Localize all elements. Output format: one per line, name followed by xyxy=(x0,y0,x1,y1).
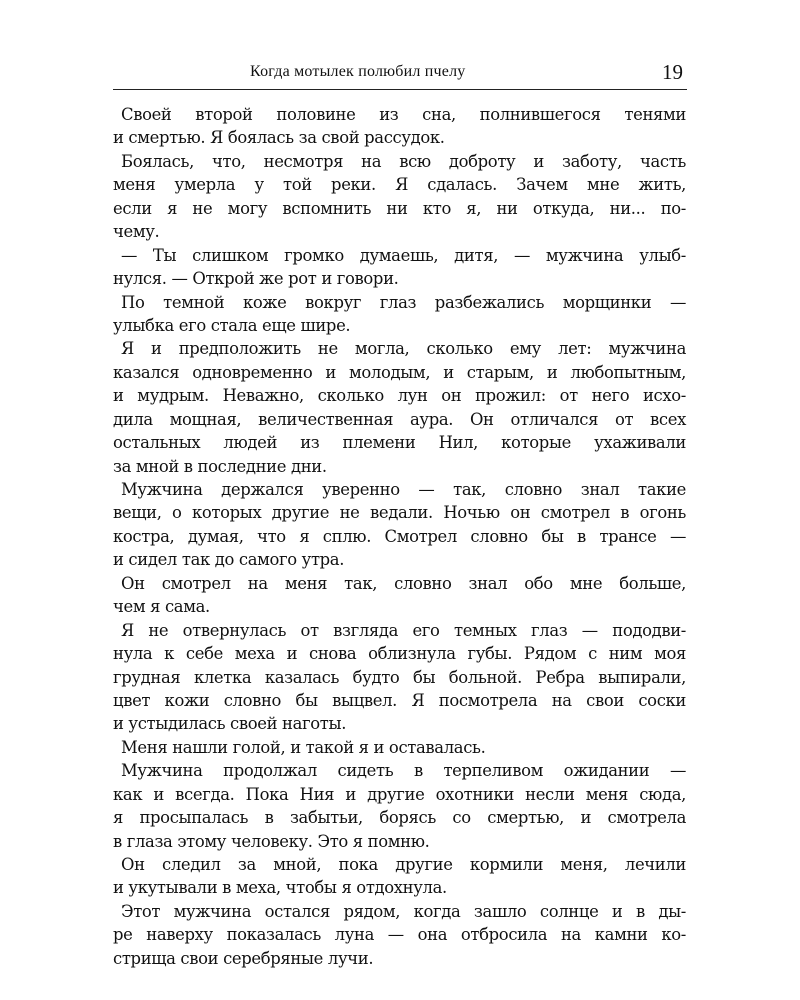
page-number: 19 xyxy=(662,60,683,84)
body-text xyxy=(113,103,686,970)
text-line: Мужчина продолжал сидеть в терпеливом ожидании — xyxy=(121,761,686,781)
text-line: и сидел так до самого утра. xyxy=(113,550,345,570)
text-line: Он смотрел на меня так, словно знал обо мне больше, xyxy=(121,573,686,593)
text-line: — Ты слишком громко думаешь, дитя, — мужчина улыб- xyxy=(121,245,686,265)
text-line: Я и предположить не могла, сколько ему лет: мужчина xyxy=(121,339,686,359)
text-line: Он следил за мной, пока другие кормили меня, лечили xyxy=(121,855,686,874)
text-line: нулся. — Открой же рот и говори. xyxy=(113,269,399,289)
text-line: как и всегда. Пока Ния и другие охотники несли меня сюда, xyxy=(113,784,686,804)
text-line: ре наверху показалась луна — она отбросила на камни ко- xyxy=(113,925,686,945)
text-line: и укутывали в меха, чтобы я отдохнула. xyxy=(113,878,447,898)
text-line: Своей второй половине из сна, полнившегося тенями xyxy=(121,105,686,124)
text-line: Боялась, что, несмотря на всю доброту и заботу, часть xyxy=(121,151,686,171)
text-line: Этот мужчина остался рядом, когда зашло солнце и в ды- xyxy=(121,901,686,921)
text-line: По темной коже вокруг глаз разбежались морщинки — xyxy=(121,292,686,312)
text-line: и смертью. Я боялась за свой рассудок. xyxy=(113,128,445,148)
header-rule xyxy=(113,89,687,90)
text-line: нула к себе меха и снова облизнула губы. Рядом с ним моя xyxy=(113,644,686,664)
text-line: остальных людей из племени Нил, которые ухаживали xyxy=(113,433,686,453)
text-line: Меня нашли голой, и такой я и оставалась. xyxy=(121,737,486,757)
text-line: я просыпалась в забытьи, борясь со смертью, и смотрела xyxy=(113,808,686,828)
text-line: за мной в последние дни. xyxy=(113,456,327,476)
text-line: дила мощная, величественная аура. Он отличался от всех xyxy=(113,409,686,429)
text-line: Мужчина держался уверенно — так, словно знал такие xyxy=(121,480,686,499)
text-line: если я не могу вспомнить ни кто я, ни откуда, ни... по- xyxy=(113,198,686,218)
text-line: и устыдилась своей наготы. xyxy=(113,714,347,734)
text-line: казался одновременно и молодым, и старым, и любопытным, xyxy=(113,362,686,382)
text-line: цвет кожи словно бы выцвел. Я посмотрела на свои соски xyxy=(113,690,686,710)
text-line: в глаза этому человеку. Это я помню. xyxy=(113,831,430,851)
text-line: улыбка его стала еще шире. xyxy=(113,315,351,335)
text-line: костра, думая, что я сплю. Смотрел словно бы в трансе — xyxy=(113,526,686,546)
text-line: стрища свои серебряные лучи. xyxy=(113,948,374,968)
text-line: меня умерла у той реки. Я сдалась. Зачем мне жить, xyxy=(113,175,686,195)
running-title: Когда мотылек полюбил пчелу xyxy=(250,63,466,80)
text-line: грудная клетка казалась будто бы больной. Ребра выпирали, xyxy=(113,667,686,687)
text-line: и мудрым. Неважно, сколько лун он прожил: от него исхо- xyxy=(113,386,686,406)
text-line: чему. xyxy=(113,222,160,242)
text-line: Я не отвернулась от взгляда его темных глаз — пододви- xyxy=(121,620,686,640)
text-line: чем я сама. xyxy=(113,597,210,617)
text-line: вещи, о которых другие не ведали. Ночью он смотрел в огонь xyxy=(113,503,686,523)
running-head xyxy=(113,60,687,88)
